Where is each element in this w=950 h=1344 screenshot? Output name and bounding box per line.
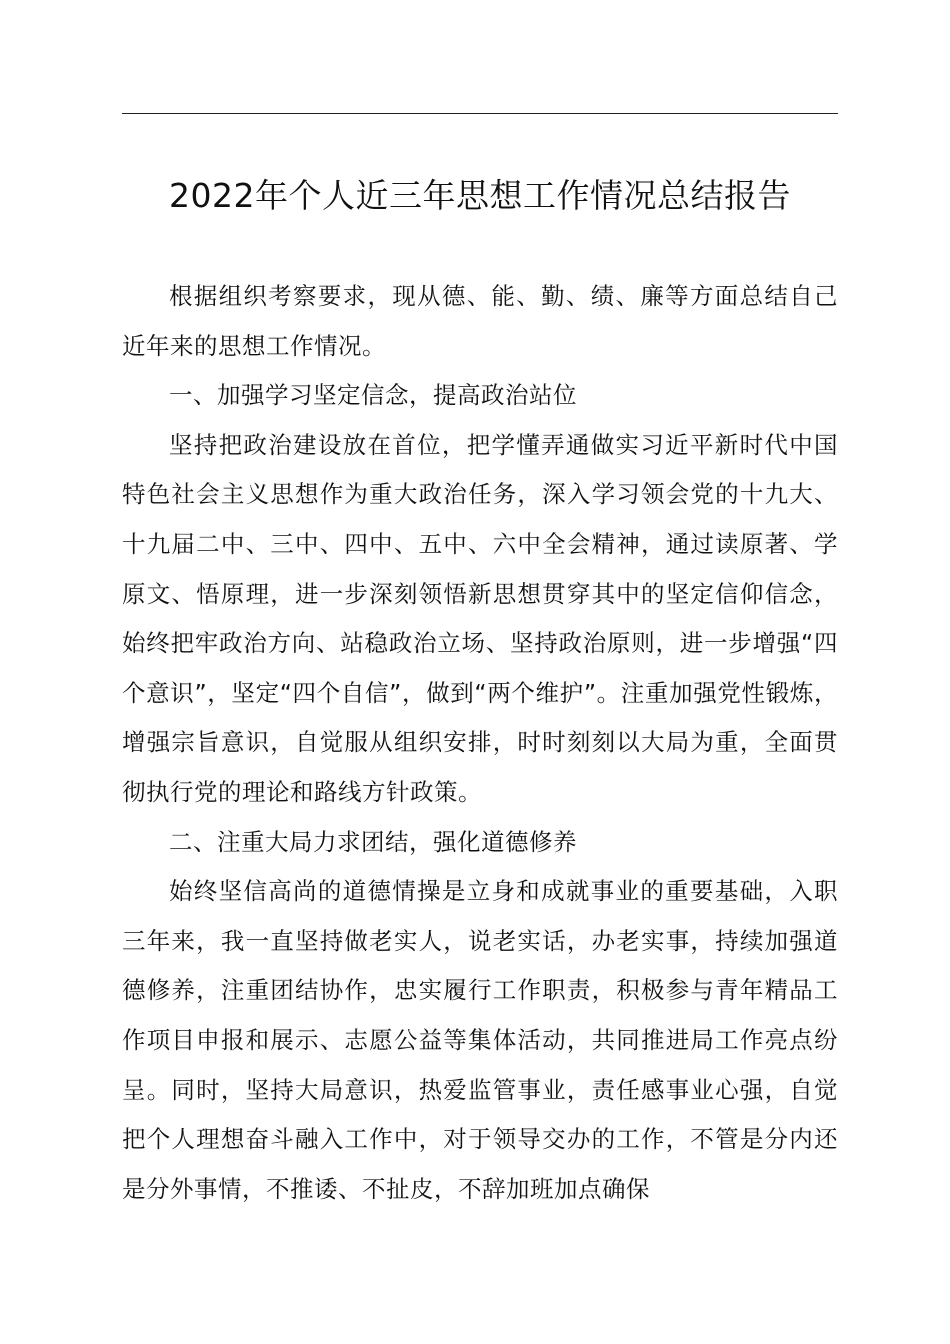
section-paragraph-1: 坚持把政治建设放在首位，把学懂弄通做实习近平新时代中国特色社会主义思想作为重大政治任务，深入学习领会党的十九大、十九届二中、三中、四中、五中、六中全会精神，通过读原著、学原文、悟原理，进一步深刻领悟新思想贯穿其中的坚定信仰信念，始终把牢政治方向、站稳政治立场、坚持政治原则，进一步增强“四个意识”，坚定“四个自信”，做到“两个维护”。注重加强党性锻炼，增强宗旨意识，自觉服从组织安排，时时刻刻以大局为重，全面贯彻执行党的理论和路线方针政策。 [122, 430, 838, 806]
header-rule [122, 113, 838, 114]
intro-paragraph: 根据组织考察要求，现从德、能、勤、绩、廉等方面总结自己近年来的思想工作情况。 [122, 282, 838, 360]
section-heading-1: 一、加强学习坚定信念，提高政治站位 [169, 381, 577, 410]
document-body [122, 272, 838, 1214]
section-paragraph-2: 始终坚信高尚的道德情操是立身和成就事业的重要基础，入职三年来，我一直坚持做老实人，说老实话，办老实事，持续加强道德修养，注重团结协作，忠实履行工作职责，积极参与青年精品工作项目申报和展示、志愿公益等集体活动，共同推进局工作亮点纷呈。同时，坚持大局意识，热爱监管事业，责任感事业心强，自觉把个人理想奋斗融入工作中，对于领导交办的工作，不管是分内还是分外事情，不推诿、不扯皮，不辞加班加点确保 [122, 877, 838, 1203]
document-title: 2022年个人近三年思想工作情况总结报告 [169, 176, 791, 215]
section-heading-2: 二、注重大局力求团结，强化道德修养 [169, 827, 577, 856]
